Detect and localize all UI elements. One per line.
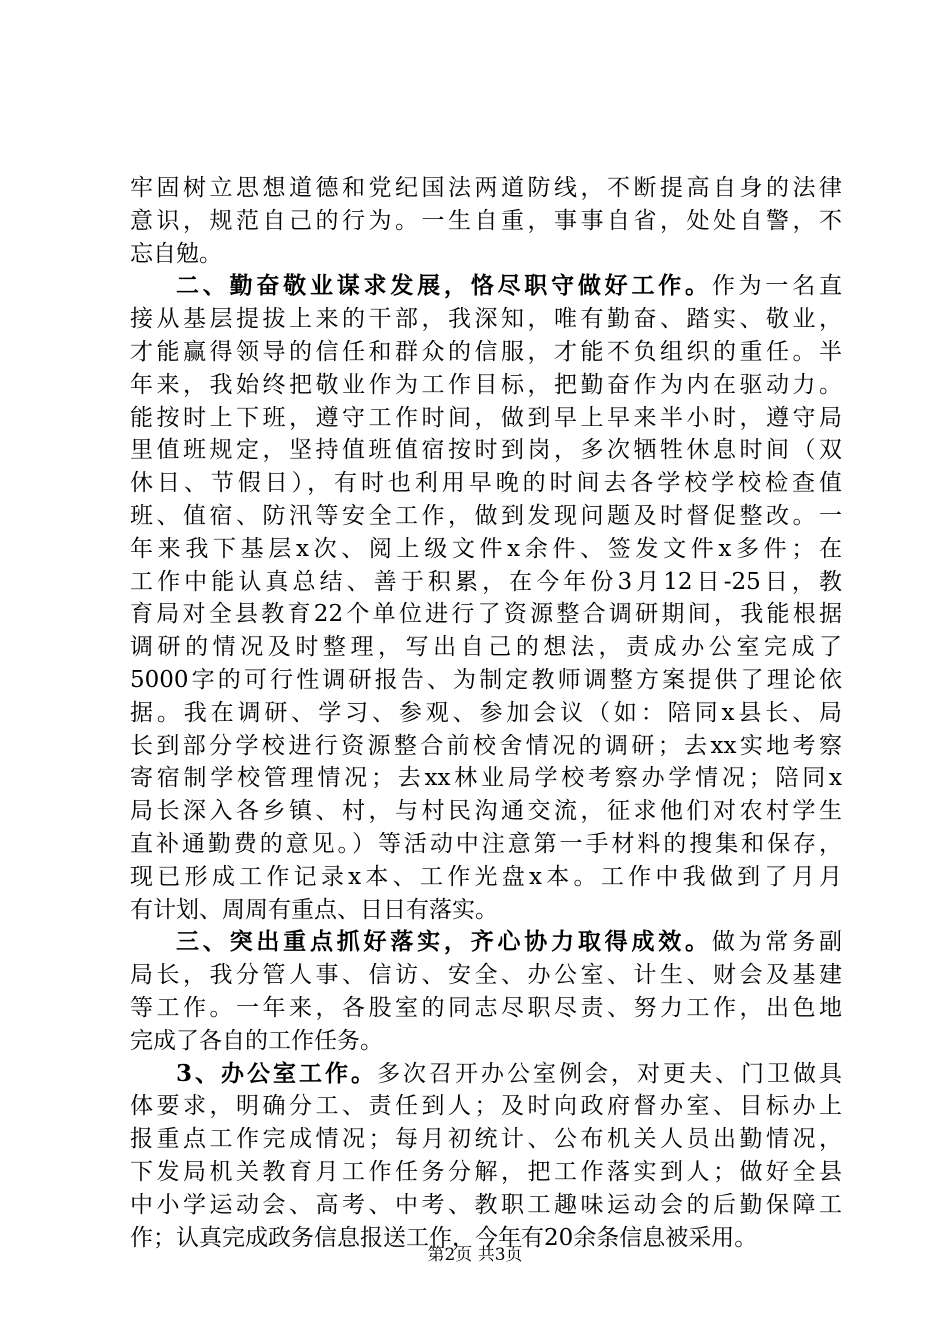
line-text: 做为常务副: [711, 929, 843, 956]
text-line: [130, 664, 842, 697]
line-text: 寄宿制学校管理情况；去xx林业局学校考察办学情况；陪同x: [130, 765, 842, 792]
section-heading-2: 二、勤奋敬业谋求发展，恪尽职守做好工作。: [176, 272, 712, 300]
section-heading-3: 三、突出重点抓好落实，齐心协力取得成效。: [176, 928, 712, 956]
section-heading-line: [130, 926, 842, 959]
line-text: 据。我在调研、学习、参观、参加会议（如：陪同x县长、局: [130, 699, 842, 726]
line-text: 育局对全县教育22个单位进行了资源整合调研期间，我能根据: [130, 601, 842, 628]
text-line: [130, 992, 842, 1025]
line-text: 长到部分学校进行资源整合前校舍情况的调研；去xx实地考察: [130, 732, 842, 759]
line-text: 才能赢得领导的信任和群众的信服，才能不负组织的重任。半: [130, 338, 842, 365]
text-line: [130, 697, 842, 730]
line-text: 作；认真完成政务信息报送工作，今年有20余条信息被采用。: [130, 1224, 758, 1251]
line-text: 年来，我始终把敬业作为工作目标，把勤奋作为内在驱动力。: [130, 371, 842, 398]
line-text: 年来我下基层x次、阅上级文件x余件、签发文件x多件；在: [130, 535, 842, 562]
text-line: [130, 1156, 842, 1189]
line-text: 体要求，明确分工、责任到人；及时向政府督办室、目标办上: [130, 1093, 842, 1120]
text-line: [130, 205, 842, 238]
line-text: 现已形成工作记录x本、工作光盘x本。工作中我做到了月月: [130, 863, 842, 890]
line-text: 有计划、周周有重点、日日有落实。: [130, 896, 498, 923]
line-text: 下发局机关教育月工作任务分解，把工作落实到人；做好全县: [130, 1158, 842, 1185]
line-text: 调研的情况及时整理，写出自己的想法，责成办公室完成了: [130, 634, 842, 661]
line-text: 休日、节假日），有时也利用早晚的时间去各学校学校检查值: [130, 470, 842, 497]
text-line: [130, 730, 842, 763]
line-text: 里值班规定，坚持值班值宿按时到岗，多次牺牲休息时间（双: [130, 437, 842, 464]
text-line: [130, 828, 842, 861]
line-text: 班、值宿、防汛等安全工作，做到发现问题及时督促整改。一: [130, 502, 842, 529]
text-line: [130, 1025, 842, 1058]
text-line: [130, 894, 842, 927]
line-text: 工作中能认真总结、善于积累，在今年份3月12日-25日，教: [130, 568, 842, 595]
line-text: 能按时上下班，遵守工作时间，做到早上早来半小时，遵守局: [130, 404, 842, 431]
text-line: [130, 369, 842, 402]
subsection-heading-office: 3、办公室工作。: [176, 1059, 377, 1087]
line-text: 中小学运动会、高考、中考、教职工趣味运动会的后勤保障工: [130, 1191, 842, 1218]
line-text: 5000字的可行性调研报告、为制定教师调整方案提供了理论依: [130, 666, 842, 693]
text-line: [130, 238, 842, 271]
text-line: [130, 762, 842, 795]
line-text: 完成了各自的工作任务。: [130, 1027, 383, 1054]
text-line: [130, 1189, 842, 1222]
line-text: 意识，规范自己的行为。一生自重，事事自省，处处自警，不: [130, 207, 842, 234]
line-text: 作为一名直: [711, 273, 843, 300]
page-footer: 第2页 共3页: [427, 1245, 523, 1265]
text-line: [130, 467, 842, 500]
text-line: [130, 172, 842, 205]
text-line: [130, 1090, 842, 1123]
document-body: [130, 172, 842, 1254]
text-line: [130, 303, 842, 336]
text-line: [130, 402, 842, 435]
text-line: [130, 631, 842, 664]
line-text: 多次召开办公室例会，对更夫、门卫做具: [377, 1060, 842, 1087]
text-line: [130, 795, 842, 828]
line-text: 牢固树立思想道德和党纪国法两道防线，不断提高自身的法律: [130, 175, 842, 201]
text-line: [130, 434, 842, 467]
line-text: 局长，我分管人事、信访、安全、办公室、计生、财会及基建: [130, 962, 842, 989]
line-text: 忘自勉。: [130, 240, 222, 267]
section-heading-line: [130, 1058, 842, 1091]
line-text: 等工作。一年来，各股室的同志尽职尽责、努力工作，出色地: [130, 994, 842, 1021]
text-line: [130, 959, 842, 992]
line-text: 报重点工作完成情况；每月初统计、公布机关人员出勤情况，: [130, 1126, 842, 1153]
text-line: [130, 566, 842, 599]
text-line: [130, 1123, 842, 1156]
text-line: [130, 598, 842, 631]
line-text: 局长深入各乡镇、村，与村民沟通交流，征求他们对农村学生: [130, 798, 842, 825]
text-line: [130, 336, 842, 369]
section-heading-line: [130, 270, 842, 303]
text-line: [130, 533, 842, 566]
text-line: [130, 500, 842, 533]
line-text: 接从基层提拔上来的干部，我深知，唯有勤奋、踏实、敬业，: [130, 306, 842, 333]
line-text: 直补通勤费的意见。）等活动中注意第一手材料的搜集和保存，: [130, 830, 842, 857]
text-line: [130, 861, 842, 894]
